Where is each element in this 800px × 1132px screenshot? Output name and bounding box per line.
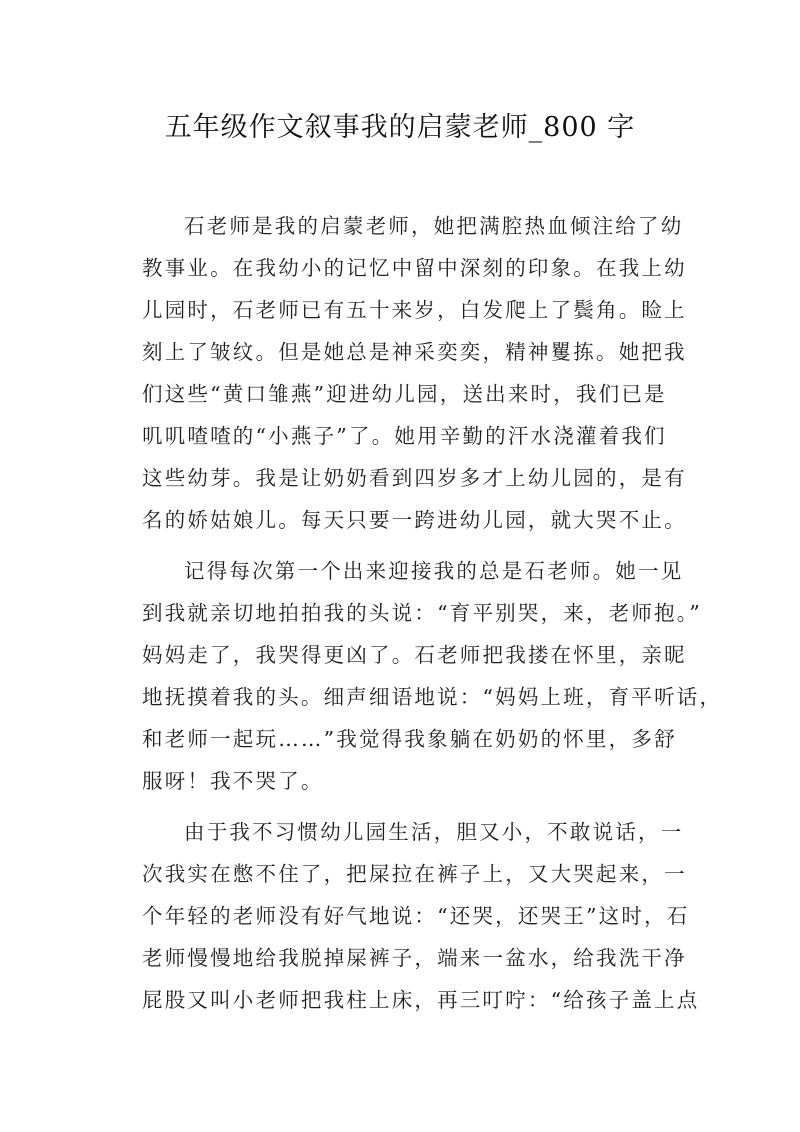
text-line: 石老师是我的启蒙老师，她把满腔热血倾注给了幼 (184, 214, 684, 238)
text-line: 们这些“黄口雏燕”迎进幼儿园，送出来时，我们已是 (142, 382, 667, 406)
document-title: 五年级作文叙事我的启蒙老师_800 字 (164, 112, 636, 143)
text-line: 刻上了皱纹。但是她总是神采奕奕，精神矍拣。她把我 (142, 340, 687, 364)
document-body (142, 205, 723, 1021)
text-line: 教事业。在我幼小的记忆中留中深刻的印象。在我上幼 (142, 256, 687, 280)
text-line: 屁股又叫小老师把我柱上床，再三叮咛：“给孩子盖上点 (142, 988, 700, 1012)
text-line: 个年轻的老师没有好气地说：“还哭，还哭王”这时，石 (142, 904, 690, 928)
text-line: 服呀！我不哭了。 (142, 769, 324, 793)
text-line: 儿园时，石老师已有五十来岁，白发爬上了鬓角。睑上 (142, 298, 687, 322)
text-line: 老师慢慢地给我脱掉屎裤子，端来一盆水，给我洗干净 (142, 946, 687, 970)
paragraph-1 (142, 205, 687, 541)
text-line: 妈妈走了，我哭得更凶了。石老师把我搂在怀里，亲昵 (142, 643, 687, 667)
text-line: 名的娇姑娘儿。每天只要一跨进幼儿园，就大哭不止。 (142, 508, 687, 532)
paragraph-3 (142, 811, 700, 1021)
text-line: 这些幼芽。我是让奶奶看到四岁多才上幼儿园的，是有 (142, 466, 687, 490)
text-line: 次我实在憋不住了，把屎拉在裤子上，又大哭起来，一 (142, 862, 687, 886)
paragraph-2 (142, 550, 723, 802)
text-line: 由于我不习惯幼儿园生活，胆又小，不敢说话，一 (184, 820, 684, 844)
text-line: 记得每次第一个出来迎接我的总是石老师。她一见 (184, 559, 684, 583)
text-line: 和老师一起玩……”我觉得我象躺在奶奶的怀里，多舒 (142, 727, 677, 751)
text-line: 叽叽喳喳的“小燕子”了。她用辛勤的汗水浇灌着我们 (142, 424, 667, 448)
text-line: 地抚摸着我的头。细声细语地说：“妈妈上班，育平听话， (142, 685, 723, 709)
text-line: 到我就亲切地拍拍我的头说：“育平别哭，来，老师抱。” (142, 601, 702, 625)
